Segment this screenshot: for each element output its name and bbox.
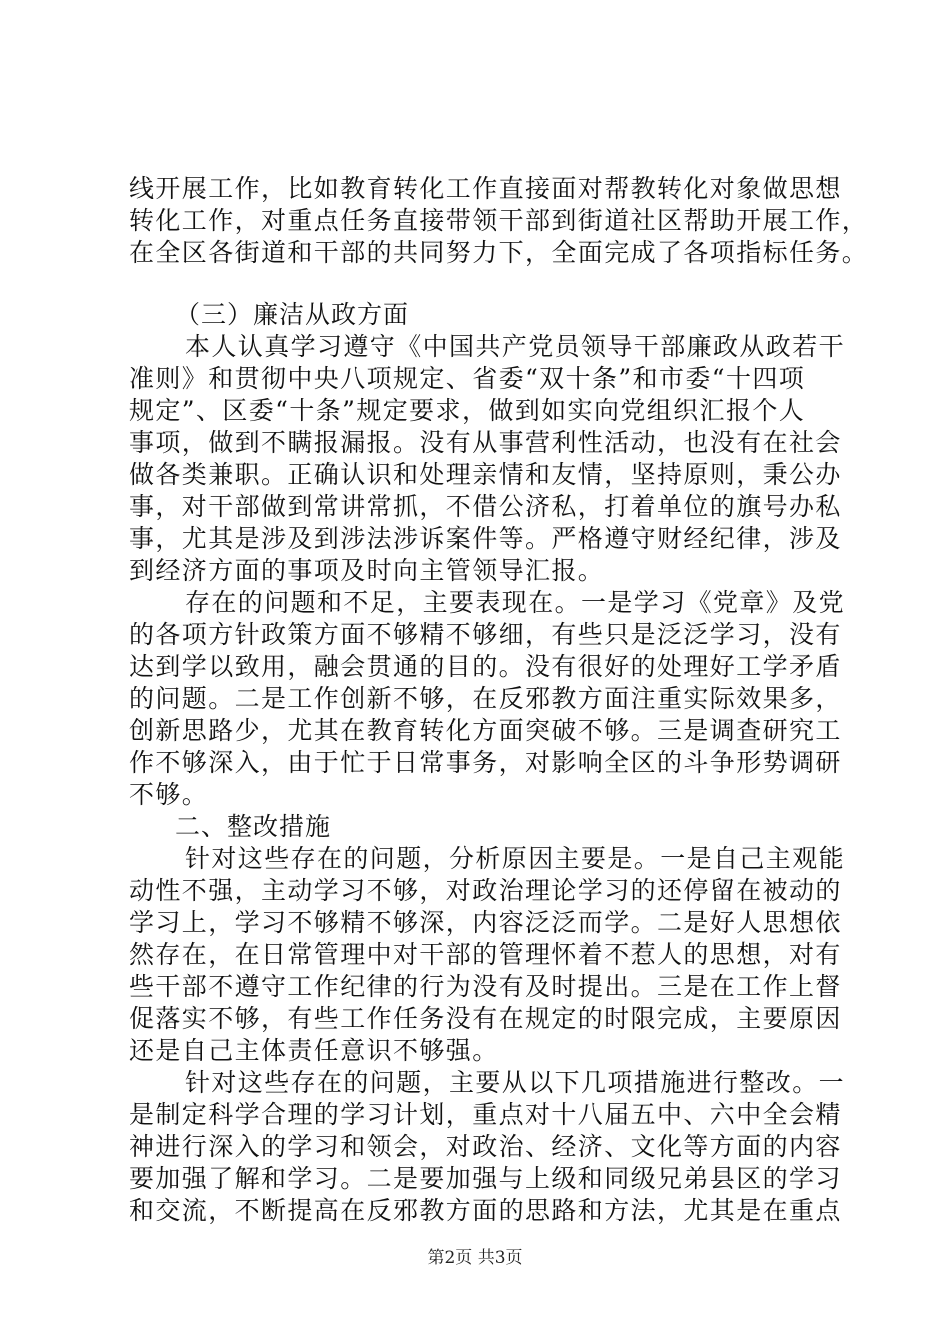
- text-line: 还是自己主体责任意识不够强。: [129, 1036, 499, 1065]
- text-line: 的问题。二是工作创新不够，在反邪教方面注重实际效果多，: [129, 684, 842, 713]
- text-line: 规定”、区委“十条”规定要求，做到如实向党组织汇报个人: [129, 396, 806, 425]
- text-line: 促落实不够，有些工作任务没有在规定的时限完成，主要原因: [129, 1004, 842, 1033]
- text-line: 线开展工作，比如教育转化工作直接面对帮教转化对象做思想: [129, 174, 842, 203]
- text-line: 学习上，学习不够精不够深，内容泛泛而学。二是好人思想依: [129, 908, 842, 937]
- text-line: 达到学以致用，融会贯通的目的。没有很好的处理好工学矛盾: [129, 652, 842, 681]
- text-line: 神进行深入的学习和领会，对政治、经济、文化等方面的内容: [129, 1132, 842, 1161]
- paragraph-integrity: [129, 331, 846, 587]
- text-line: 针对这些存在的问题，主要从以下几项措施进行整改。一: [185, 1068, 846, 1097]
- document-body: [129, 173, 869, 1227]
- text-line: 是制定科学合理的学习计划，重点对十八届五中、六中全会精: [129, 1100, 842, 1129]
- section-heading-integrity: （三）廉洁从政方面: [175, 300, 410, 329]
- section-heading-rectification: 二、整改措施: [175, 812, 332, 841]
- text-line: 事项，做到不瞒报漏报。没有从事营利性活动，也没有在社会: [129, 428, 842, 457]
- text-line: 做各类兼职。正确认识和处理亲情和友情，坚持原则，秉公办: [129, 460, 842, 489]
- text-line: 和交流，不断提高在反邪教方面的思路和方法，尤其是在重点: [129, 1196, 842, 1225]
- text-line: 作不够深入，由于忙于日常事务，对影响全区的斗争形势调研: [129, 748, 842, 777]
- paragraph-gap: [129, 269, 829, 299]
- text-line: 要加强了解和学习。二是要加强与上级和同级兄弟县区的学习: [129, 1164, 842, 1193]
- text-line: 在全区各街道和干部的共同努力下，全面完成了各项指标任务。: [129, 238, 869, 267]
- text-line: 本人认真学习遵守《中国共产党员领导干部廉政从政若干: [185, 332, 846, 361]
- text-line: 到经济方面的事项及时向主管领导汇报。: [129, 556, 605, 585]
- text-line: 事，尤其是涉及到涉法涉诉案件等。严格遵守财经纪律，涉及: [129, 524, 842, 553]
- text-line: 的各项方针政策方面不够精不够细，有些只是泛泛学习，没有: [129, 620, 842, 649]
- text-line: 然存在，在日常管理中对干部的管理怀着不惹人的思想，对有: [129, 940, 842, 969]
- text-line: 转化工作，对重点任务直接带领干部到街道社区帮助开展工作，: [129, 206, 869, 235]
- text-line: 创新思路少，尤其在教育转化方面突破不够。三是调查研究工: [129, 716, 842, 745]
- paragraph-continuation: [129, 173, 869, 269]
- text-line: 存在的问题和不足，主要表现在。一是学习《党章》及党: [185, 588, 846, 617]
- text-line: 事，对干部做到常讲常抓，不借公济私，打着单位的旗号办私: [129, 492, 842, 521]
- paragraph-causes: [129, 843, 846, 1067]
- text-line: 动性不强，主动学习不够，对政治理论学习的还停留在被动的: [129, 876, 842, 905]
- page-number-footer: 第2页 共3页: [427, 1248, 523, 1268]
- paragraph-problems: [129, 587, 846, 811]
- text-line: 准则》和贯彻中央八项规定、省委“双十条”和市委“十四项: [129, 364, 806, 393]
- paragraph-measures: [129, 1067, 846, 1227]
- text-line: 不够。: [129, 780, 209, 809]
- text-line: 针对这些存在的问题，分析原因主要是。一是自己主观能: [185, 844, 846, 873]
- text-line: 些干部不遵守工作纪律的行为没有及时提出。三是在工作上督: [129, 972, 842, 1001]
